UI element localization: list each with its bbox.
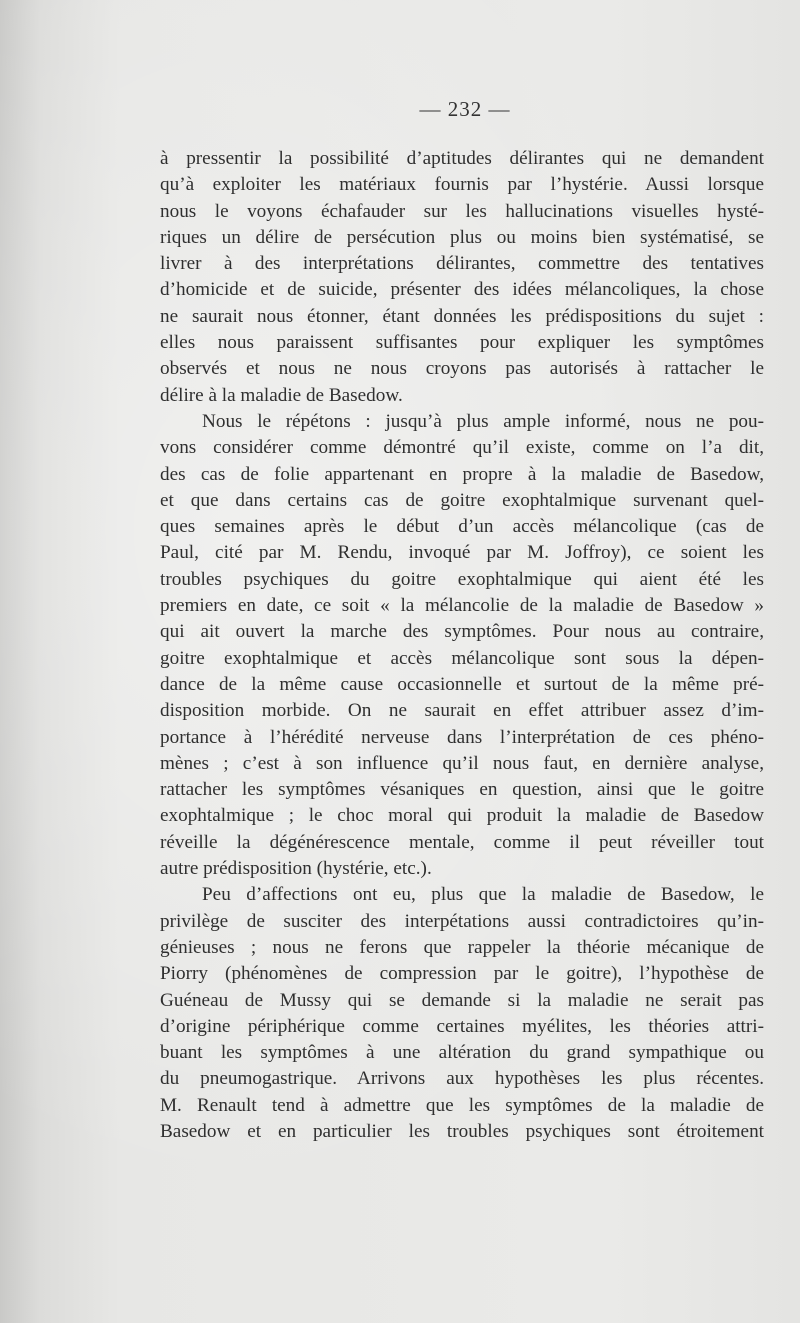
text-line: génieuses ; nous ne ferons que rappeler la théorie mécanique de [160,936,764,958]
text-line: et que dans certains cas de goitre exophtalmique survenant quel- [160,489,764,511]
text-line: portance à l’hérédité nerveuse dans l’interprétation de ces phéno- [160,726,764,748]
text-line: Paul, cité par M. Rendu, invoqué par M. Joffroy), ce soient les [160,542,764,564]
text-line: réveille la dégénérescence mentale, comme il peut réveiller tout [160,831,764,853]
text-line: M. Renault tend à admettre que les symptômes de la maladie de [160,1094,764,1116]
text-line: nous le voyons échafauder sur les hallucinations visuelles hysté- [160,200,764,222]
text-line: délire à la maladie de Basedow. [160,384,403,406]
text-line: ques semaines après le début d’un accès mélancolique (cas de [160,516,764,538]
text-line: riques un délire de persécution plus ou moins bien systématisé, se [160,226,764,248]
text-line: autre prédisposition (hystérie, etc.). [160,858,432,880]
text-line: d’origine périphérique comme certaines myélites, les théories attri- [160,1015,764,1037]
text-line: vons considérer comme démontré qu’il existe, comme on l’a dit, [160,437,764,459]
text-line: à pressentir la possibilité d’aptitudes délirantes qui ne demandent [160,148,764,169]
text-line: du pneumogastrique. Arrivons aux hypothèses les plus récentes. [160,1068,764,1090]
text-line: dance de la même cause occasionnelle et surtout de la même pré- [160,673,764,695]
text-line: livrer à des interprétations délirantes, commettre des tentatives [160,253,764,275]
text-line: disposition morbide. On ne saurait en effet attribuer assez d’im- [160,700,764,722]
text-line: ne saurait nous étonner, étant données les prédispositions du sujet : [160,305,764,327]
text-line: exophtalmique ; le choc moral qui produit la maladie de Basedow [160,805,764,827]
text-line: rattacher les symptômes vésaniques en question, ainsi que le goitre [160,779,764,801]
text-line: d’homicide et de suicide, présenter des idées mélancoliques, la chose [160,279,764,301]
text-line: elles nous paraissent suffisantes pour expliquer les symptômes [160,332,764,354]
text-line: qui ait ouvert la marche des symptômes. Pour nous au contraire, [160,621,764,643]
text-line: buant les symptômes à une altération du grand sympathique ou [160,1042,764,1064]
text-line: Nous le répétons : jusqu’à plus ample informé, nous ne pou- [202,410,764,432]
text-line: qu’à exploiter les matériaux fournis par l’hystérie. Aussi lorsque [160,174,764,196]
text-line: privilège de susciter des interpétations aussi contradictoires qu’in- [160,910,764,932]
text-line: des cas de folie appartenant en propre à la maladie de Basedow, [160,463,764,485]
text-line: observés et nous ne nous croyons pas autorisés à rattacher le [160,358,764,380]
text-line: mènes ; c’est à son influence qu’il nous faut, en dernière analyse, [160,752,764,774]
page-text [160,146,764,1145]
page-number: — 232 — [419,97,511,121]
text-line: Guéneau de Mussy qui se demande si la maladie ne serait pas [160,989,764,1011]
text-line: premiers en date, ce soit « la mélancolie de la maladie de Basedow » [160,595,764,617]
text-line: goitre exophtalmique et accès mélancolique sont sous la dépen- [160,647,764,669]
text-line: Peu d’affections ont eu, plus que la maladie de Basedow, le [202,884,764,906]
text-line: Piorry (phénomènes de compression par le goitre), l’hypothèse de [160,963,764,985]
text-line: Basedow et en particulier les troubles psychiques sont étroitement [160,1120,764,1142]
text-line: troubles psychiques du goitre exophtalmique qui aient été les [160,568,764,590]
